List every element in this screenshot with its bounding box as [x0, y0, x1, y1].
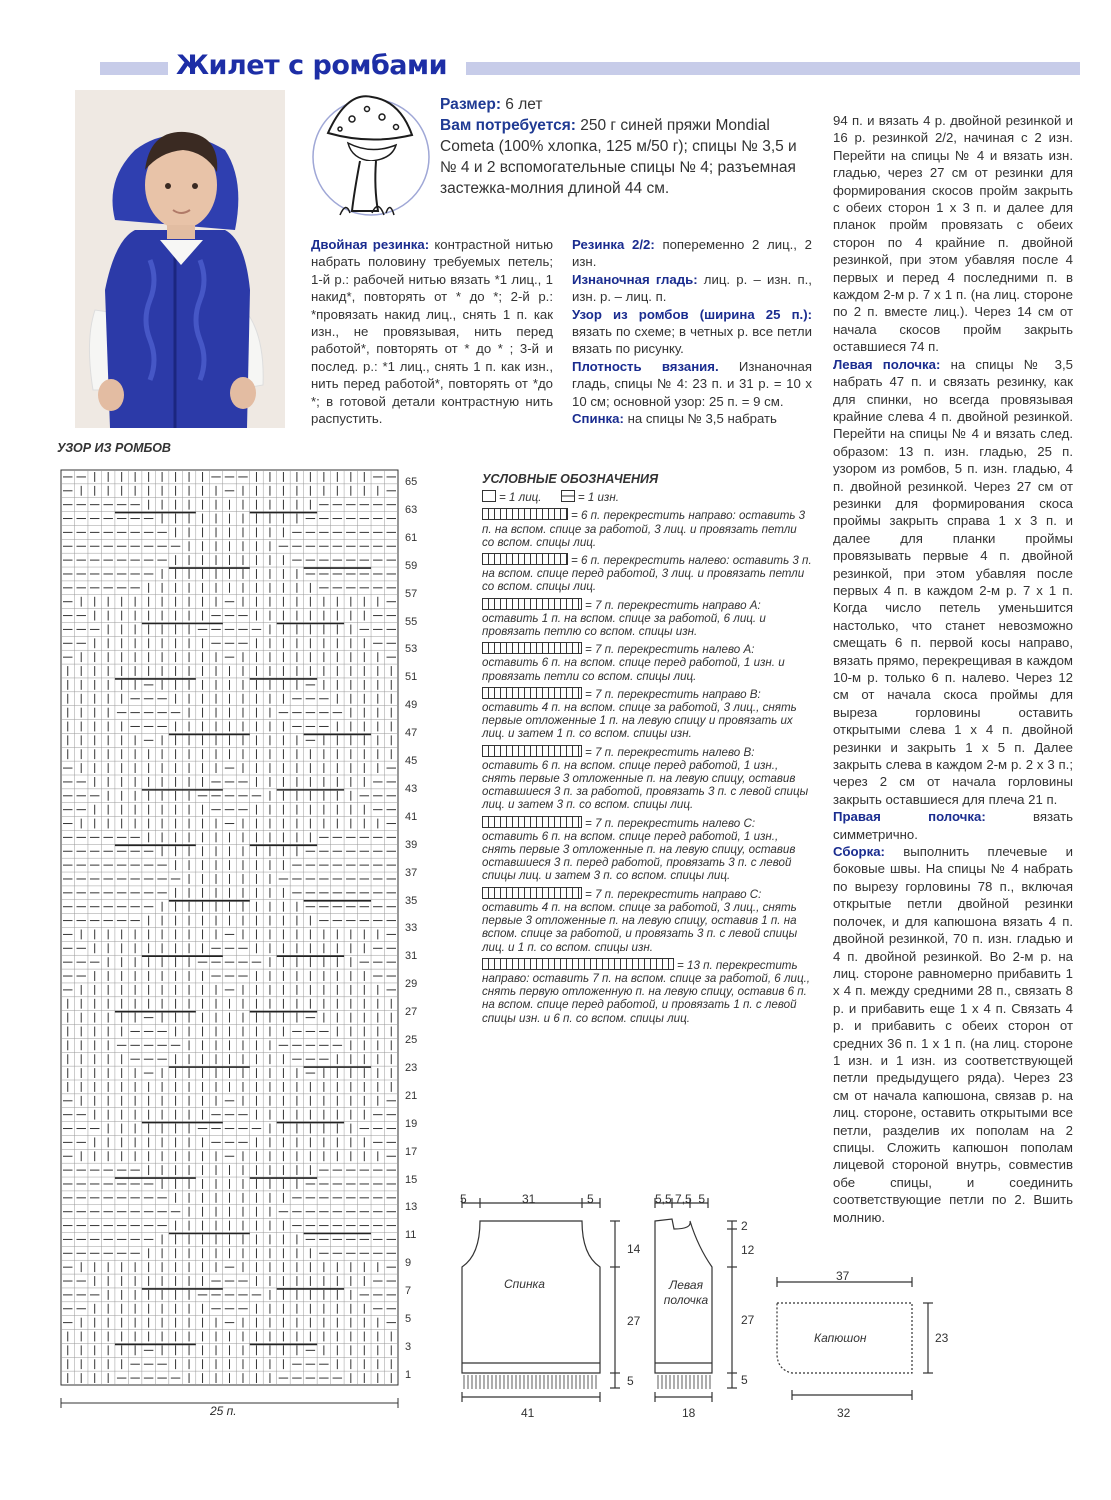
- legend-item: [482, 508, 812, 549]
- cable-symbol-icon: [482, 553, 568, 565]
- chart-row-number: 51: [405, 671, 418, 684]
- rib22-label: Резинка 2/2:: [572, 237, 655, 252]
- chart-row-number: 1: [405, 1368, 412, 1381]
- cable-symbol-icon: [482, 887, 582, 899]
- legend-item-text: = 7 п. перекрестить налево C: оставить 6 п. на вспом. спице перед работой, 1 изн., снять первые 3 отложенные п. на левую спицу, оставив оставшиеся 3 п. перед работой, провязать 3 п. с левой спицы лиц. и затем 3 п. со вспом. спицы лиц.: [482, 816, 796, 883]
- cable-symbol-icon: [482, 745, 582, 757]
- back-top-right-dim: 5: [587, 1192, 594, 1206]
- chart-width-label: 25 п.: [210, 1404, 237, 1418]
- assembly-label: Сборка:: [833, 844, 885, 860]
- hood-bottom-dim: 32: [837, 1406, 851, 1420]
- chart-row-number: 15: [405, 1173, 418, 1186]
- back-top-mid-dim: 31: [522, 1192, 536, 1206]
- legend-item-text: = 7 п. перекрестить налево A: оставить 6 п. на вспом. спице перед работой, 1 изн. и провязать петли со вспом. спицы лиц.: [482, 643, 785, 683]
- legend-item-text: = 7 п. перекрестить направо A: оставить 1 п. на вспом. спице за работой, 6 лиц. и провязать петлю со вспом. спицы изн.: [482, 598, 766, 639]
- garment-schematics: [440, 1185, 1000, 1435]
- chart-row-number: 57: [405, 587, 418, 600]
- chart-row-number: 49: [405, 699, 418, 712]
- front-label: Левая полочка: [663, 1278, 709, 1307]
- chart-row-number: 7: [405, 1285, 412, 1298]
- reverse-stockinette-label: Изнаночная гладь:: [572, 271, 698, 287]
- hood-side-dim: 23: [935, 1331, 949, 1345]
- title-bar-left: [100, 62, 168, 75]
- chart-row-number: 21: [405, 1089, 418, 1102]
- back-h1-dim: 14: [627, 1242, 641, 1256]
- front-h2-dim: 27: [741, 1313, 755, 1327]
- chart-row-number: 31: [405, 950, 418, 963]
- chart-title: УЗОР ИЗ РОМБОВ: [57, 441, 171, 455]
- cable-symbol-icon: [482, 958, 674, 970]
- title-bar-right: [466, 62, 1080, 75]
- rib22-text: попеременно 2 лиц., 2 изн.: [572, 237, 812, 270]
- cable-symbol-icon: [482, 687, 582, 699]
- chart-row-number: 45: [405, 755, 418, 767]
- chart-row-number: 3: [405, 1340, 412, 1353]
- reverse-stockinette-text: лиц. р. – изн. п., изн. р. – лиц. п.: [572, 271, 812, 305]
- back-h2-dim: 27: [627, 1314, 641, 1328]
- chart-row-number: 13: [405, 1201, 418, 1214]
- hood-top-dim: 37: [836, 1269, 850, 1283]
- chart-row-number: 35: [405, 894, 418, 907]
- legend-item-text: = 7 п. перекрестить налево B: оставить 6 п. на вспом. спице перед работой, 1 изн., снять первые 3 отложенные п. на левую спицу, оставив оставшиеся 3 п. за работой, провязать 3 п. с левой спицы лиц. и затем 3 п. со вспом. спицы лиц.: [482, 745, 809, 812]
- diamond-pattern-text: вязать по схеме; в четных р. все петли вязать по рисунку.: [572, 324, 812, 357]
- chart-row-number: 65: [405, 476, 418, 488]
- gauge-text: Изнаночная гладь, спицы № 4: 23 п. и 31 р. = 10 х 10 см; основной узор: 25 п. = 9 см.: [572, 358, 812, 409]
- cable-symbol-icon: [482, 508, 568, 520]
- legend: [482, 473, 812, 1029]
- front-h1-dim: 12: [741, 1243, 755, 1257]
- chart-row-number: 39: [405, 838, 418, 851]
- chart-row-number: 29: [405, 978, 418, 991]
- mushroom-illustration: [312, 83, 430, 231]
- legend-item: [482, 816, 812, 883]
- cable-symbol-icon: [482, 642, 582, 654]
- chart-row-number: 59: [405, 559, 418, 572]
- back-bottom-dim: 41: [521, 1406, 535, 1420]
- diamond-pattern-label: Узор из ромбов (ширина 25 п.):: [572, 306, 812, 322]
- double-rib-label: Двойная резинка:: [311, 237, 430, 252]
- legend-item-text: = 6 п. перекрестить направо: оставить 3 п. на вспом. спице за работой, 3 лиц. и провязать петли со вспом. спицы лиц.: [482, 509, 806, 549]
- chart-row-number: 55: [405, 615, 418, 628]
- chart-row-number: 53: [405, 643, 418, 656]
- chart-row-number: 47: [405, 727, 418, 740]
- chart-row-number: 43: [405, 782, 418, 795]
- back-top-left-dim: 5: [460, 1192, 467, 1206]
- chart-row-number: 27: [405, 1006, 418, 1019]
- gauge-label: Плотность вязания.: [572, 358, 719, 374]
- page-title: Жилет с ромбами: [176, 50, 448, 81]
- chart-row-number: 37: [405, 866, 418, 879]
- text-column-2: [572, 236, 812, 427]
- needs-label: Вам потребуется:: [440, 117, 576, 134]
- hood-label: Капюшон: [814, 1331, 867, 1345]
- legend-knit: = 1 лиц.: [499, 491, 542, 505]
- legend-item: [482, 553, 812, 594]
- chart-row-number: 23: [405, 1061, 418, 1074]
- needs-value: 250 г синей пряжи Mondial Cometa (100% хлопка, 125 м/50 г); спицы № 3,5 и № 4 и 2 вспомогательные спицы № 4; разъемная застежка-молния длиной 44 см.: [440, 117, 797, 197]
- legend-item: [482, 745, 812, 812]
- text-column-1: [311, 236, 553, 427]
- legend-purl: = 1 изн.: [577, 491, 619, 505]
- purl-symbol-icon: [561, 490, 575, 502]
- chart-row-number: 33: [405, 922, 418, 935]
- chart-row-number: 9: [405, 1257, 412, 1270]
- legend-title: УСЛОВНЫЕ ОБОЗНАЧЕНИЯ: [482, 472, 659, 486]
- chart-row-number: 5: [405, 1313, 412, 1325]
- right-front-text: вязать симметрично.: [833, 809, 1073, 842]
- back-label: Спинка:: [572, 411, 624, 427]
- front-h3-dim: 5: [741, 1373, 748, 1387]
- back-label: Спинка: [504, 1277, 545, 1291]
- legend-basic: [482, 490, 812, 504]
- size-label: Размер:: [440, 96, 501, 113]
- size-value: 6 лет: [505, 96, 543, 113]
- front-h0-dim: 2: [741, 1219, 748, 1233]
- cable-symbol-icon: [482, 598, 582, 610]
- chart-row-number: 11: [405, 1229, 417, 1242]
- double-rib-text: контрастной нитью набрать половину требуемых петель; 1-й р.: рабочей нитью вязать *1 лиц., 1 накид*, повторять от * до *; 2-й р.: *провязать накид лиц., снять 1 п. как изн., не провязывая, нить перед работой*, повторять от * до * ; 3-й и послед. р.: *1 лиц., снять 1 п. как изн., нить перед работой*, повторять от *до *; в готовой детали контрастную нить распустить.: [311, 237, 553, 427]
- chart-row-number: 17: [405, 1145, 418, 1158]
- back-text: на спицы № 3,5 набрать: [627, 411, 777, 427]
- materials-block: [440, 94, 812, 199]
- chart-row-number: 41: [405, 810, 418, 823]
- front-top-dim: 5,5 7,5 5: [655, 1192, 706, 1206]
- legend-item: [482, 687, 812, 741]
- legend-item: [482, 887, 812, 954]
- legend-item: [482, 598, 812, 639]
- diamond-chart-grid: [57, 468, 402, 1388]
- front-bottom-dim: 18: [682, 1406, 696, 1420]
- legend-item-text: = 7 п. перекрестить направо C: оставить 4 п. на вспом. спице за работой, 3 лиц., снять первые 3 отложенные п. на левую спицу, оставив 1 п. на вспом. спице за работой, и провязать 3 п. с левой спицы лиц. и 1 п. со вспом. спицы изн.: [482, 887, 798, 954]
- legend-item-text: = 7 п. перекрестить направо B: оставить 4 п. на вспом. спице за работой, 3 лиц., снять первые отложенные 1 п. на левую спицу и провязать их лиц. и затем 1 п. со вспом. спицы изн.: [482, 687, 797, 741]
- knit-symbol-icon: [482, 490, 496, 502]
- legend-item: [482, 642, 812, 683]
- chart-row-number: 63: [405, 503, 418, 516]
- chart-row-number: 61: [405, 531, 418, 544]
- text-column-3: [833, 112, 1073, 1226]
- chart-row-number: 25: [405, 1034, 418, 1046]
- legend-item: [482, 958, 812, 1025]
- boy-photo: [75, 90, 285, 428]
- legend-item-text: = 6 п. перекрестить налево: оставить 3 п. на вспом. спице перед работой, 3 лиц. и провязать петли со вспом. спицы лиц.: [482, 554, 812, 594]
- chart-row-number: 19: [405, 1117, 418, 1130]
- back-h3-dim: 5: [627, 1374, 634, 1388]
- right-front-label: Правая полочка:: [833, 809, 986, 825]
- assembly-text: выполнить плечевые и боковые швы. На спицы № 4 набрать по вырезу горловины 78 п., включая открытые петли двойной резинки полочек, и для капюшона вязать 4 п. двойной резинкой, 70 п. изн. гладью и 4 п. двойной резинкой. Во 2-м р. на лиц. стороне равномерно прибавить 1 х 4 п. между средними 28 п., связать 8 р. и прибавить еще 1 х 4 п. Связать 4 р. и прибавить с обеих сторон от средних 36 п. 1 х 1 п. (на лиц. стороне 1 изн. и 1 изн. из соответствующей петли предыдущего ряда). Через 23 см от начала капюшона, связав р. на лиц. стороне, оставить открытыми все петли, разделив их пополам на 2 спицы. Сложить капюшон пополам лицевой стороной внутрь, совместив обе спицы, и соединить соответствующие петли по 2. Вшить молнию.: [833, 844, 1073, 1225]
- legend-item-text: = 13 п. перекрестить направо: оставить 7 п. на вспом. спице за работой, 6 лиц., снять первую отложенную п. на левую спицу, оставив 6 п. на вспом. спице перед работой, и провязать 1 п. с левой спицы изн. и 6 п. со вспом. спицы лиц.: [482, 958, 811, 1025]
- back-continued-text: 94 п. и вязать 4 р. двойной резинкой и 16 р. резинкой 2/2, начиная с 2 изн. Перейти на спицы № 4 и вязать изн. гладью, через 27 см от резинки для формирования скосов пройм закрыть с обеих сторон 1 х 3 п. и далее для планок пройм провязать с обеих сторон по 4 крайние п. двойной резинкой, при этом убавляя после 4 первых и перед 4 последними п. в каждом 2-м р. 7 х 1 п. (на лиц. стороне по 2 п. вместе лиц.). Через 14 см от начала скосов пройм закрыть оставшиеся 74 п.: [833, 113, 1073, 355]
- left-front-text: на спицы № 3,5 набрать 47 п. и связать резинку, как для спинки, но всегда провязывая крайние слева 4 п. двойной резинкой. Перейти на спицы № 4 и вязать след. образом: 13 п. изн. гладью, 25 п. узором из ромбов, 5 п. изн. гладью, 4 п. двойной резинкой. Через 27 см от резинки для формирования скоса проймы закрыть справа 1 х 3 п. и далее для планки проймы провязывать первые 4 п. двойной резинкой, при этом убавляя после первых 4 п. в каждом 2-м р. 7 х 1 п. Когда число петель уменьшится настолько, что станет невозможно смещать 6 п. первой косы направо, вязать прямо, перекрещивая в каждом 10-м р. только 6 п. налево. Через 12 см от начала скоса проймы для выреза горловины оставить открытыми слева 1 х 4 п. двойной резинки и закрыть 1 х 5 п. Далее закрыть слева в каждом 2-м р. 2 х 3 п.; через 2 см от начала горловины закрыть оставшиеся для плеча 21 п.: [833, 356, 1073, 807]
- cable-symbol-icon: [482, 816, 582, 828]
- left-front-label: Левая полочка:: [833, 356, 941, 372]
